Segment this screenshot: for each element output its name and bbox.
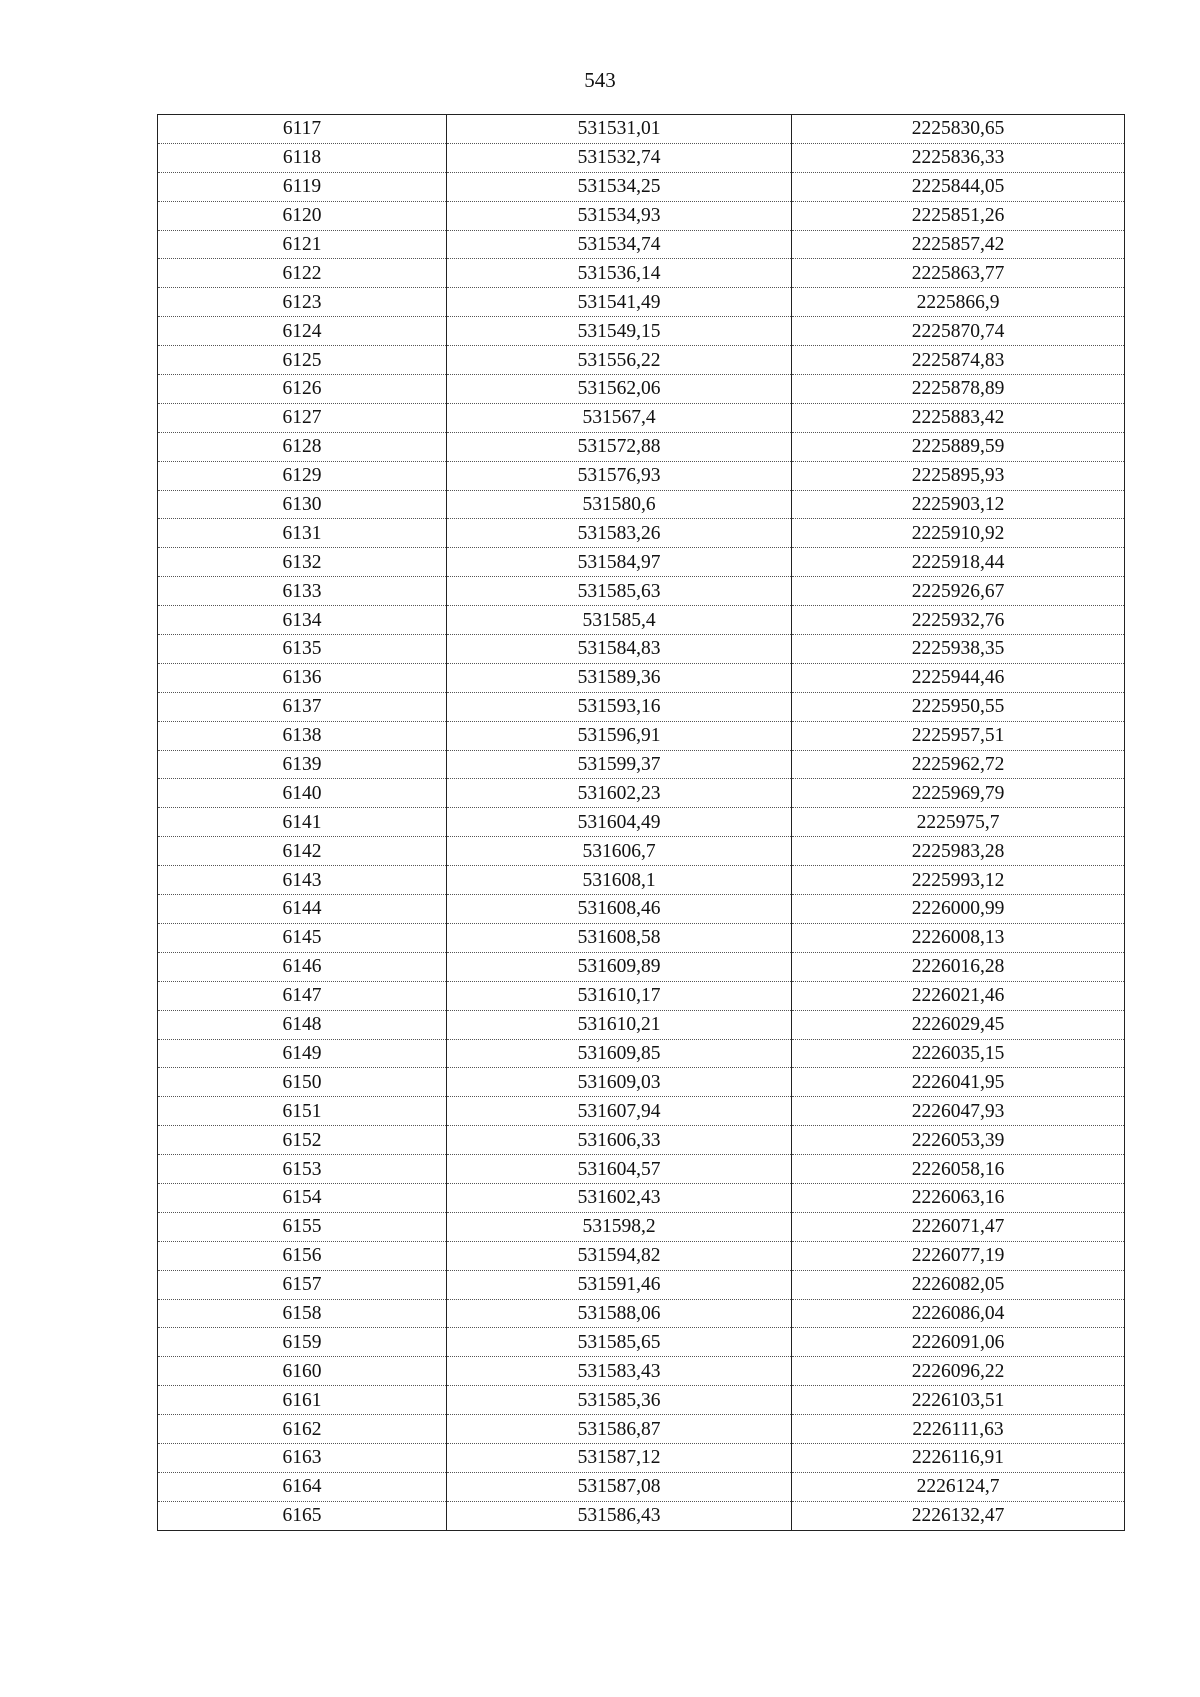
- point-number-cell: 6165: [158, 1501, 447, 1530]
- y-coordinate-cell: 2225830,65: [792, 115, 1125, 144]
- point-number-cell: 6152: [158, 1126, 447, 1155]
- table-row: [158, 635, 1125, 664]
- table-row: [158, 1039, 1125, 1068]
- point-number-cell: 6157: [158, 1270, 447, 1299]
- table-row: [158, 519, 1125, 548]
- y-coordinate-cell: 2225895,93: [792, 461, 1125, 490]
- point-number-cell: 6124: [158, 317, 447, 346]
- x-coordinate-cell: 531583,43: [447, 1357, 792, 1386]
- table-row: [158, 375, 1125, 404]
- x-coordinate-cell: 531534,74: [447, 230, 792, 259]
- x-coordinate-cell: 531604,57: [447, 1155, 792, 1184]
- x-coordinate-cell: 531608,46: [447, 895, 792, 924]
- table-row: [158, 1472, 1125, 1501]
- table-row: [158, 1386, 1125, 1415]
- x-coordinate-cell: 531604,49: [447, 808, 792, 837]
- point-number-cell: 6125: [158, 346, 447, 375]
- table-row: [158, 1155, 1125, 1184]
- point-number-cell: 6154: [158, 1183, 447, 1212]
- y-coordinate-cell: 2225863,77: [792, 259, 1125, 288]
- table-row: [158, 490, 1125, 519]
- x-coordinate-cell: 531606,7: [447, 837, 792, 866]
- x-coordinate-cell: 531585,4: [447, 606, 792, 635]
- x-coordinate-cell: 531549,15: [447, 317, 792, 346]
- y-coordinate-cell: 2225883,42: [792, 403, 1125, 432]
- coordinates-table-body: [158, 115, 1125, 1531]
- x-coordinate-cell: 531572,88: [447, 432, 792, 461]
- x-coordinate-cell: 531588,06: [447, 1299, 792, 1328]
- x-coordinate-cell: 531609,03: [447, 1068, 792, 1097]
- table-row: [158, 1328, 1125, 1357]
- table-row: [158, 115, 1125, 144]
- y-coordinate-cell: 2226124,7: [792, 1472, 1125, 1501]
- x-coordinate-cell: 531598,2: [447, 1212, 792, 1241]
- table-row: [158, 461, 1125, 490]
- page-number: 543: [584, 68, 616, 92]
- x-coordinate-cell: 531594,82: [447, 1241, 792, 1270]
- point-number-cell: 6129: [158, 461, 447, 490]
- point-number-cell: 6128: [158, 432, 447, 461]
- table-row: [158, 259, 1125, 288]
- x-coordinate-cell: 531541,49: [447, 288, 792, 317]
- y-coordinate-cell: 2225836,33: [792, 143, 1125, 172]
- point-number-cell: 6151: [158, 1097, 447, 1126]
- x-coordinate-cell: 531586,43: [447, 1501, 792, 1530]
- x-coordinate-cell: 531580,6: [447, 490, 792, 519]
- point-number-cell: 6132: [158, 548, 447, 577]
- point-number-cell: 6118: [158, 143, 447, 172]
- x-coordinate-cell: 531556,22: [447, 346, 792, 375]
- point-number-cell: 6119: [158, 172, 447, 201]
- point-number-cell: 6149: [158, 1039, 447, 1068]
- x-coordinate-cell: 531609,89: [447, 952, 792, 981]
- point-number-cell: 6136: [158, 663, 447, 692]
- point-number-cell: 6123: [158, 288, 447, 317]
- table-row: [158, 692, 1125, 721]
- table-row: [158, 663, 1125, 692]
- x-coordinate-cell: 531587,08: [447, 1472, 792, 1501]
- table-row: [158, 1501, 1125, 1530]
- point-number-cell: 6162: [158, 1415, 447, 1444]
- x-coordinate-cell: 531608,58: [447, 923, 792, 952]
- x-coordinate-cell: 531596,91: [447, 721, 792, 750]
- table-row: [158, 346, 1125, 375]
- point-number-cell: 6122: [158, 259, 447, 288]
- y-coordinate-cell: 2226063,16: [792, 1183, 1125, 1212]
- table-row: [158, 895, 1125, 924]
- point-number-cell: 6120: [158, 201, 447, 230]
- point-number-cell: 6159: [158, 1328, 447, 1357]
- x-coordinate-cell: 531534,25: [447, 172, 792, 201]
- y-coordinate-cell: 2226077,19: [792, 1241, 1125, 1270]
- x-coordinate-cell: 531567,4: [447, 403, 792, 432]
- point-number-cell: 6138: [158, 721, 447, 750]
- y-coordinate-cell: 2225975,7: [792, 808, 1125, 837]
- y-coordinate-cell: 2225926,67: [792, 577, 1125, 606]
- y-coordinate-cell: 2226000,99: [792, 895, 1125, 924]
- point-number-cell: 6156: [158, 1241, 447, 1270]
- y-coordinate-cell: 2225903,12: [792, 490, 1125, 519]
- table-row: [158, 837, 1125, 866]
- y-coordinate-cell: 2226103,51: [792, 1386, 1125, 1415]
- y-coordinate-cell: 2225993,12: [792, 866, 1125, 895]
- table-row: [158, 1097, 1125, 1126]
- x-coordinate-cell: 531534,93: [447, 201, 792, 230]
- point-number-cell: 6153: [158, 1155, 447, 1184]
- x-coordinate-cell: 531589,36: [447, 663, 792, 692]
- y-coordinate-cell: 2226041,95: [792, 1068, 1125, 1097]
- point-number-cell: 6137: [158, 692, 447, 721]
- x-coordinate-cell: 531584,97: [447, 548, 792, 577]
- x-coordinate-cell: 531609,85: [447, 1039, 792, 1068]
- x-coordinate-cell: 531602,43: [447, 1183, 792, 1212]
- point-number-cell: 6141: [158, 808, 447, 837]
- y-coordinate-cell: 2225918,44: [792, 548, 1125, 577]
- coordinates-table: [157, 114, 1125, 1531]
- y-coordinate-cell: 2226053,39: [792, 1126, 1125, 1155]
- y-coordinate-cell: 2225878,89: [792, 375, 1125, 404]
- y-coordinate-cell: 2225938,35: [792, 635, 1125, 664]
- x-coordinate-cell: 531599,37: [447, 750, 792, 779]
- x-coordinate-cell: 531607,94: [447, 1097, 792, 1126]
- table-row: [158, 1443, 1125, 1472]
- point-number-cell: 6150: [158, 1068, 447, 1097]
- point-number-cell: 6139: [158, 750, 447, 779]
- x-coordinate-cell: 531576,93: [447, 461, 792, 490]
- table-row: [158, 201, 1125, 230]
- point-number-cell: 6161: [158, 1386, 447, 1415]
- y-coordinate-cell: 2226008,13: [792, 923, 1125, 952]
- y-coordinate-cell: 2225983,28: [792, 837, 1125, 866]
- y-coordinate-cell: 2225857,42: [792, 230, 1125, 259]
- x-coordinate-cell: 531610,21: [447, 1010, 792, 1039]
- y-coordinate-cell: 2226035,15: [792, 1039, 1125, 1068]
- y-coordinate-cell: 2225910,92: [792, 519, 1125, 548]
- table-row: [158, 317, 1125, 346]
- point-number-cell: 6164: [158, 1472, 447, 1501]
- y-coordinate-cell: 2225962,72: [792, 750, 1125, 779]
- table-row: [158, 1241, 1125, 1270]
- y-coordinate-cell: 2225969,79: [792, 779, 1125, 808]
- y-coordinate-cell: 2226091,06: [792, 1328, 1125, 1357]
- point-number-cell: 6158: [158, 1299, 447, 1328]
- table-row: [158, 1068, 1125, 1097]
- table-row: [158, 1212, 1125, 1241]
- point-number-cell: 6140: [158, 779, 447, 808]
- y-coordinate-cell: 2226021,46: [792, 981, 1125, 1010]
- table-row: [158, 548, 1125, 577]
- table-row: [158, 866, 1125, 895]
- table-row: [158, 230, 1125, 259]
- point-number-cell: 6148: [158, 1010, 447, 1039]
- table-row: [158, 1270, 1125, 1299]
- table-row: [158, 952, 1125, 981]
- table-row: [158, 172, 1125, 201]
- table-row: [158, 1299, 1125, 1328]
- point-number-cell: 6142: [158, 837, 447, 866]
- x-coordinate-cell: 531608,1: [447, 866, 792, 895]
- table-row: [158, 779, 1125, 808]
- point-number-cell: 6144: [158, 895, 447, 924]
- x-coordinate-cell: 531587,12: [447, 1443, 792, 1472]
- point-number-cell: 6146: [158, 952, 447, 981]
- y-coordinate-cell: 2225944,46: [792, 663, 1125, 692]
- y-coordinate-cell: 2225889,59: [792, 432, 1125, 461]
- x-coordinate-cell: 531531,01: [447, 115, 792, 144]
- y-coordinate-cell: 2226096,22: [792, 1357, 1125, 1386]
- x-coordinate-cell: 531562,06: [447, 375, 792, 404]
- x-coordinate-cell: 531583,26: [447, 519, 792, 548]
- x-coordinate-cell: 531586,87: [447, 1415, 792, 1444]
- point-number-cell: 6117: [158, 115, 447, 144]
- y-coordinate-cell: 2226029,45: [792, 1010, 1125, 1039]
- y-coordinate-cell: 2225870,74: [792, 317, 1125, 346]
- point-number-cell: 6127: [158, 403, 447, 432]
- table-row: [158, 606, 1125, 635]
- table-row: [158, 1183, 1125, 1212]
- point-number-cell: 6145: [158, 923, 447, 952]
- point-number-cell: 6134: [158, 606, 447, 635]
- table-row: [158, 1010, 1125, 1039]
- y-coordinate-cell: 2225866,9: [792, 288, 1125, 317]
- table-row: [158, 1357, 1125, 1386]
- table-row: [158, 923, 1125, 952]
- table-row: [158, 808, 1125, 837]
- x-coordinate-cell: 531610,17: [447, 981, 792, 1010]
- table-row: [158, 403, 1125, 432]
- x-coordinate-cell: 531606,33: [447, 1126, 792, 1155]
- y-coordinate-cell: 2225932,76: [792, 606, 1125, 635]
- x-coordinate-cell: 531593,16: [447, 692, 792, 721]
- point-number-cell: 6163: [158, 1443, 447, 1472]
- point-number-cell: 6147: [158, 981, 447, 1010]
- x-coordinate-cell: 531585,36: [447, 1386, 792, 1415]
- x-coordinate-cell: 531532,74: [447, 143, 792, 172]
- y-coordinate-cell: 2226071,47: [792, 1212, 1125, 1241]
- table-row: [158, 143, 1125, 172]
- y-coordinate-cell: 2226058,16: [792, 1155, 1125, 1184]
- table-row: [158, 1126, 1125, 1155]
- y-coordinate-cell: 2226132,47: [792, 1501, 1125, 1530]
- table-row: [158, 981, 1125, 1010]
- y-coordinate-cell: 2226111,63: [792, 1415, 1125, 1444]
- point-number-cell: 6131: [158, 519, 447, 548]
- x-coordinate-cell: 531584,83: [447, 635, 792, 664]
- point-number-cell: 6143: [158, 866, 447, 895]
- point-number-cell: 6160: [158, 1357, 447, 1386]
- point-number-cell: 6126: [158, 375, 447, 404]
- y-coordinate-cell: 2225851,26: [792, 201, 1125, 230]
- table-row: [158, 577, 1125, 606]
- table-row: [158, 1415, 1125, 1444]
- x-coordinate-cell: 531585,65: [447, 1328, 792, 1357]
- y-coordinate-cell: 2226047,93: [792, 1097, 1125, 1126]
- point-number-cell: 6155: [158, 1212, 447, 1241]
- y-coordinate-cell: 2226016,28: [792, 952, 1125, 981]
- table-row: [158, 432, 1125, 461]
- point-number-cell: 6130: [158, 490, 447, 519]
- table-row: [158, 750, 1125, 779]
- x-coordinate-cell: 531536,14: [447, 259, 792, 288]
- y-coordinate-cell: 2226082,05: [792, 1270, 1125, 1299]
- y-coordinate-cell: 2225957,51: [792, 721, 1125, 750]
- x-coordinate-cell: 531602,23: [447, 779, 792, 808]
- y-coordinate-cell: 2226116,91: [792, 1443, 1125, 1472]
- y-coordinate-cell: 2225844,05: [792, 172, 1125, 201]
- point-number-cell: 6121: [158, 230, 447, 259]
- x-coordinate-cell: 531585,63: [447, 577, 792, 606]
- y-coordinate-cell: 2225950,55: [792, 692, 1125, 721]
- x-coordinate-cell: 531591,46: [447, 1270, 792, 1299]
- table-row: [158, 288, 1125, 317]
- y-coordinate-cell: 2225874,83: [792, 346, 1125, 375]
- table-row: [158, 721, 1125, 750]
- point-number-cell: 6135: [158, 635, 447, 664]
- point-number-cell: 6133: [158, 577, 447, 606]
- y-coordinate-cell: 2226086,04: [792, 1299, 1125, 1328]
